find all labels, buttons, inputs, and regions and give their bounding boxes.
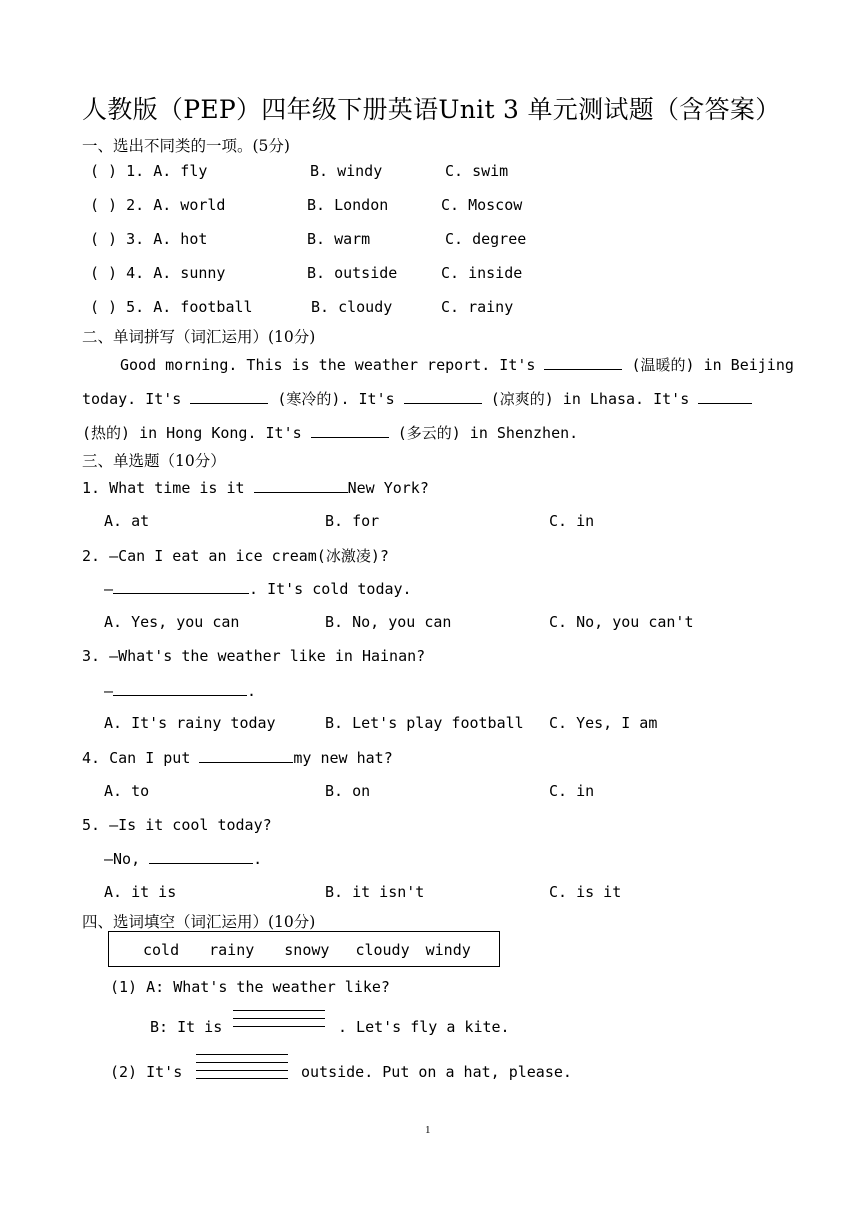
option-c: C. in <box>549 782 595 800</box>
blank-line <box>311 423 389 438</box>
page-number: 1 <box>425 1124 431 1136</box>
text: Good morning. This is the weather report. It's <box>120 356 536 374</box>
option-b: B. it isn't <box>325 883 425 901</box>
text: —No, <box>104 850 141 868</box>
option-b: B. London <box>307 196 389 214</box>
text: (热的) in Hong Kong. It's <box>82 424 302 442</box>
item-label: ( ) 1. A. fly <box>90 162 208 180</box>
option-b: B. No, you can <box>325 613 452 631</box>
option-c: C. inside <box>441 264 523 282</box>
question-2-stem: 2. —Can I eat an ice cream(冰激凌)? <box>82 547 389 565</box>
text: 1. What time is it <box>82 479 245 497</box>
blank-line <box>113 579 249 594</box>
paragraph-line <box>82 388 752 409</box>
text: . It's cold today. <box>249 580 412 598</box>
option-b: B. for <box>325 512 380 530</box>
text: today. It's <box>82 390 182 408</box>
paragraph-line <box>82 422 578 443</box>
item-label: ( ) 2. A. world <box>90 196 226 214</box>
question-1-stem <box>82 478 429 497</box>
text: (寒冷的). It's <box>277 390 395 408</box>
blank-line <box>199 748 293 763</box>
word-bank-word: windy <box>425 941 471 959</box>
answer-lines <box>233 1010 325 1034</box>
question-3-reply <box>104 681 256 700</box>
text: (凉爽的) in Lhasa. It's <box>490 390 690 408</box>
word-bank-word: rainy <box>209 941 255 959</box>
text: — <box>104 580 114 598</box>
item-label: ( ) 5. A. football <box>90 298 253 316</box>
text: my new hat? <box>293 749 393 767</box>
option-c: C. degree <box>445 230 527 248</box>
section-4-heading: 四、选词填空（词汇运用）(10分) <box>82 913 316 931</box>
option-c: C. rainy <box>441 298 514 316</box>
answer-lines <box>196 1054 288 1086</box>
fill-question-2-post: outside. Put on a hat, please. <box>301 1063 572 1081</box>
blank-line <box>113 681 247 696</box>
question-2-reply <box>104 579 412 598</box>
option-b: B. on <box>325 782 371 800</box>
section-1-heading: 一、选出不同类的一项。(5分) <box>82 137 290 155</box>
option-a: A. It's rainy today <box>104 714 276 732</box>
option-b: B. outside <box>307 264 398 282</box>
question-4-stem <box>82 748 393 767</box>
text: . <box>253 850 263 868</box>
word-bank-word: cloudy <box>355 941 410 959</box>
word-bank <box>143 941 471 959</box>
blank-line <box>698 389 752 404</box>
fill-question-1-b-post: . Let's fly a kite. <box>338 1018 510 1036</box>
item-label: ( ) 3. A. hot <box>90 230 208 248</box>
option-c: C. is it <box>549 883 622 901</box>
option-a: A. Yes, you can <box>104 613 240 631</box>
question-3-stem: 3. —What's the weather like in Hainan? <box>82 647 426 665</box>
paragraph-line <box>120 354 794 375</box>
blank-line <box>190 389 268 404</box>
text: (温暖的) in Beijing <box>631 356 794 374</box>
section-3-heading: 三、单选题（10分） <box>82 452 226 470</box>
option-c: C. No, you can't <box>549 613 694 631</box>
option-a: A. to <box>104 782 150 800</box>
option-c: C. Yes, I am <box>549 714 658 732</box>
question-5-reply <box>104 849 262 868</box>
page-title: 人教版（PEP）四年级下册英语Unit 3 单元测试题（含答案） <box>82 95 781 124</box>
item-label: ( ) 4. A. sunny <box>90 264 226 282</box>
blank-line <box>254 478 348 493</box>
text: — <box>104 682 114 700</box>
fill-question-2-pre: (2) It's <box>110 1063 183 1081</box>
option-b: B. Let's play football <box>325 714 524 732</box>
word-bank-box <box>108 931 500 967</box>
blank-line <box>544 355 622 370</box>
option-c: C. Moscow <box>441 196 523 214</box>
fill-question-1-b-pre: B: It is <box>150 1018 223 1036</box>
word-bank-word: cold <box>143 941 180 959</box>
option-b: B. cloudy <box>311 298 393 316</box>
text: New York? <box>347 479 429 497</box>
blank-line <box>149 849 253 864</box>
option-a: A. at <box>104 512 150 530</box>
question-5-stem: 5. —Is it cool today? <box>82 816 272 834</box>
option-c: C. swim <box>445 162 509 180</box>
blank-line <box>404 389 482 404</box>
text: (多云的) in Shenzhen. <box>397 424 579 442</box>
word-bank-word: snowy <box>284 941 330 959</box>
section-2-heading: 二、单词拼写（词汇运用）(10分) <box>82 328 316 346</box>
text: . <box>247 682 257 700</box>
fill-question-1-a: (1) A: What's the weather like? <box>110 978 390 996</box>
option-b: B. windy <box>310 162 383 180</box>
option-a: A. it is <box>104 883 177 901</box>
option-c: C. in <box>549 512 595 530</box>
text: 4. Can I put <box>82 749 191 767</box>
option-b: B. warm <box>307 230 371 248</box>
